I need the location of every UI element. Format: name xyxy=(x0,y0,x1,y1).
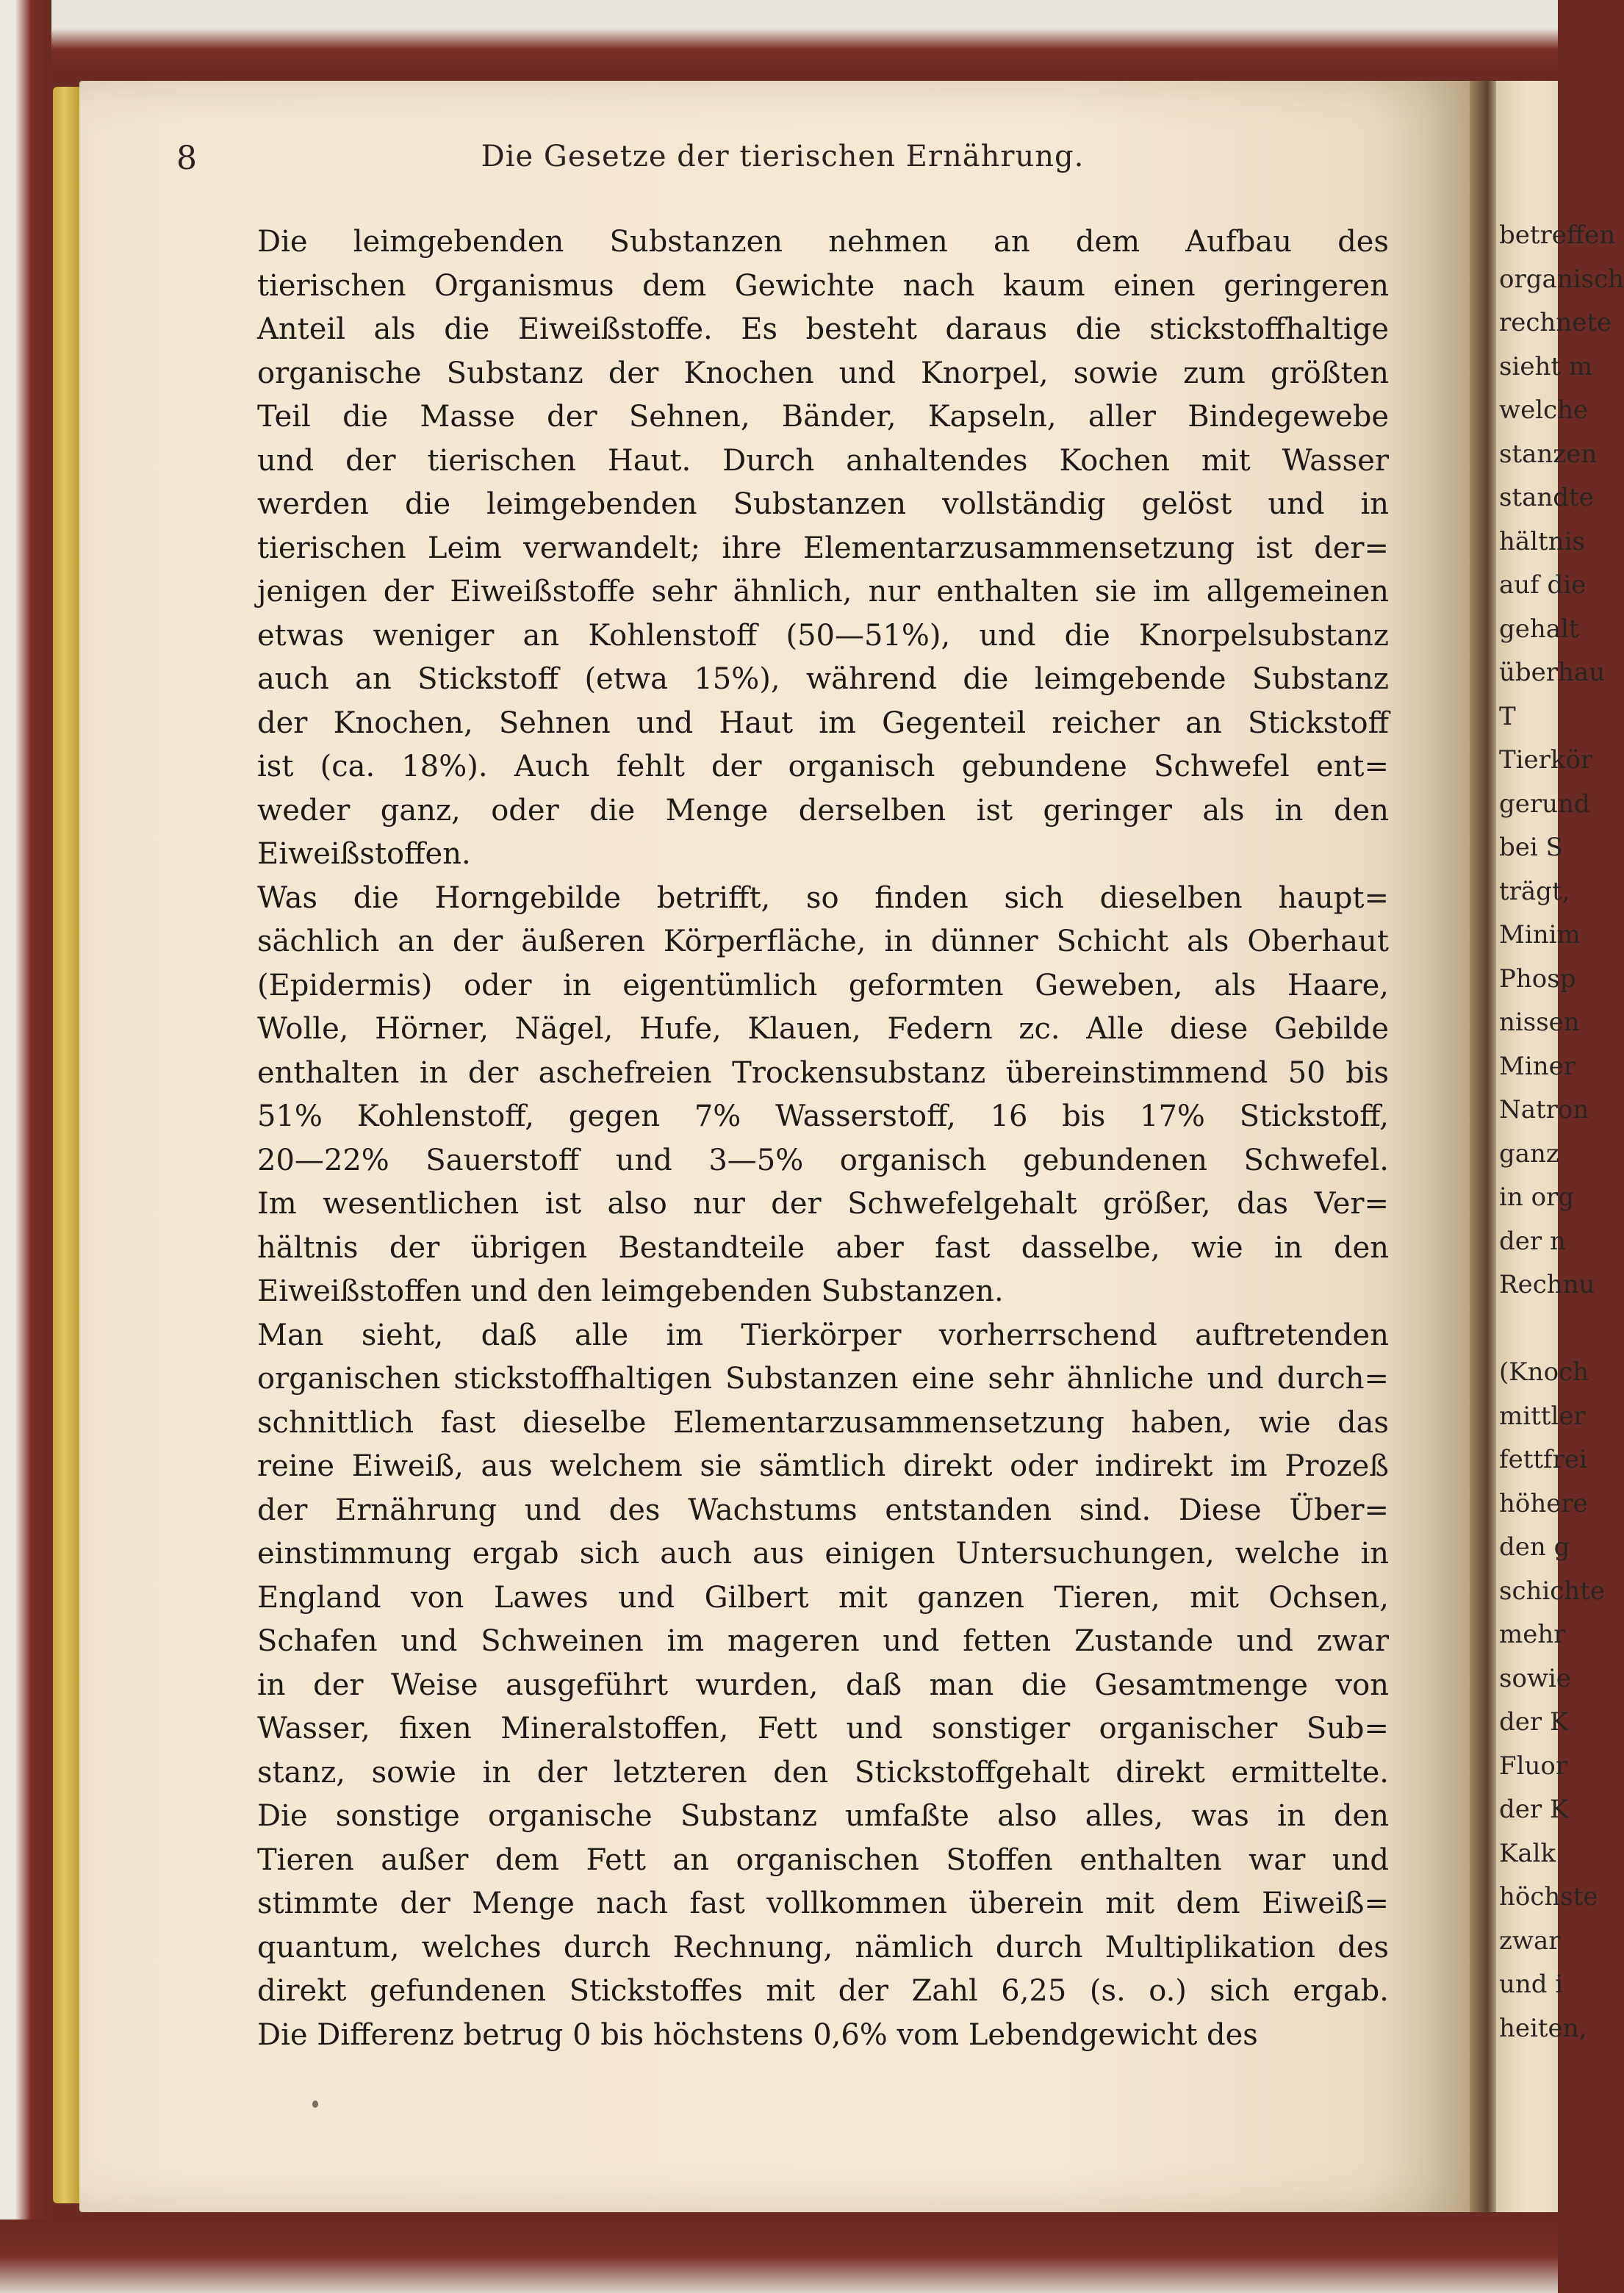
text-line: Die sonstige organische Substanz umfaßte also alles, was in den xyxy=(257,1799,1389,1833)
text-line: Man sieht, daß alle im Tierkörper vorherrschend auftretenden xyxy=(257,1318,1389,1352)
facing-page-fragment: mittler xyxy=(1499,1401,1586,1431)
text-line: organischen stickstoffhaltigen Substanzen eine sehr ähnliche und durch= xyxy=(257,1362,1389,1396)
facing-page-fragment: überhau xyxy=(1499,658,1606,687)
facing-page-fragment: der n xyxy=(1499,1226,1566,1256)
text-line: Anteil als die Eiweißstoffe. Es besteht daraus die stickstoffhaltige xyxy=(257,312,1389,346)
facing-page-fragment: organisch xyxy=(1499,264,1624,294)
text-line: hältnis der übrigen Bestandteile aber fast dasselbe, wie in den xyxy=(257,1230,1389,1265)
text-line: etwas weniger an Kohlenstoff (50—51%), und die Knorpelsubstanz xyxy=(257,618,1389,653)
text-line: enthalten in der aschefreien Trockensubstanz übereinstimmend 50 bis xyxy=(257,1055,1389,1090)
facing-page-fragment: sieht m xyxy=(1499,351,1593,381)
text-line: weder ganz, oder die Menge derselben ist geringer als in den xyxy=(257,793,1389,828)
text-line: England von Lawes und Gilbert mit ganzen Tieren, mit Ochsen, xyxy=(257,1580,1389,1615)
text-line: direkt gefundenen Stickstoffes mit der Zahl 6,25 (s. o.) sich ergab. xyxy=(257,1974,1389,2008)
book-cover-bottom xyxy=(0,2220,1558,2293)
facing-page-fragment: höhere xyxy=(1499,1488,1588,1518)
facing-page-fragment: heiten, xyxy=(1499,2013,1587,2043)
facing-page-fragment: gerund xyxy=(1499,789,1590,819)
text-line: Im wesentlichen ist also nur der Schwefelgehalt größer, das Ver= xyxy=(257,1187,1389,1221)
facing-page-fragment: höchste xyxy=(1499,1882,1598,1912)
text-line: tierischen Organismus dem Gewichte nach kaum einen geringeren xyxy=(257,268,1389,303)
facing-page-fragment: (Knoch xyxy=(1499,1357,1589,1387)
text-line: Die leimgebenden Substanzen nehmen an dem Aufbau des xyxy=(257,225,1389,259)
text-line: der Knochen, Sehnen und Haut im Gegenteil reicher an Stickstoff xyxy=(257,706,1389,740)
text-line: reine Eiweiß, aus welchem sie sämtlich direkt oder indirekt im Prozeß xyxy=(257,1449,1389,1483)
text-line: stanz, sowie in der letzteren den Stickstoffgehalt direkt ermittelte. xyxy=(257,1755,1389,1790)
facing-page-fragment: Natron xyxy=(1499,1095,1589,1124)
facing-page-fragment: den g xyxy=(1499,1532,1570,1562)
text-line: auch an Stickstoff (etwa 15%), während die leimgebende Substanz xyxy=(257,662,1389,696)
facing-page-fragment: mehr xyxy=(1499,1620,1566,1649)
text-line: quantum, welches durch Rechnung, nämlich durch Multiplikation des xyxy=(257,1930,1389,1964)
text-line: der Ernährung und des Wachstums entstanden sind. Diese Über= xyxy=(257,1493,1389,1527)
facing-page-fragment: schichte xyxy=(1499,1576,1605,1606)
facing-page-fragment: bei S xyxy=(1499,833,1563,862)
running-title: Die Gesetze der tierischen Ernährung. xyxy=(481,140,1085,173)
facing-page-fragment: Miner xyxy=(1499,1051,1576,1081)
text-line: Schafen und Schweinen im mageren und fetten Zustande und zwar xyxy=(257,1624,1389,1658)
book-cover-top xyxy=(0,0,1558,71)
facing-page-fragment: der K xyxy=(1499,1795,1569,1824)
text-line: ist (ca. 18%). Auch fehlt der organisch gebundene Schwefel ent= xyxy=(257,750,1389,783)
facing-page-fragment: Kalk xyxy=(1499,1838,1556,1868)
gilt-page-edge xyxy=(53,87,82,2203)
text-line: 51% Kohlenstoff, gegen 7% Wasserstoff, 16 bis 17% Stickstoff, xyxy=(257,1099,1389,1133)
text-line: Die Differenz betrug 0 bis höchstens 0,6% vom Lebendgewicht des xyxy=(257,2017,1258,2052)
facing-page-fragment: Minim xyxy=(1499,920,1581,950)
facing-page-fragment: stanzen xyxy=(1499,439,1598,469)
text-line: und der tierischen Haut. Durch anhaltendes Kochen mit Wasser xyxy=(257,443,1389,478)
text-line: Teil die Masse der Sehnen, Bänder, Kapseln, aller Bindegewebe xyxy=(257,400,1389,434)
facing-page-fragment: fettfrei xyxy=(1499,1445,1587,1474)
facing-page-fragment: in org xyxy=(1499,1183,1575,1212)
book-gutter xyxy=(1470,81,1499,2212)
text-line: Wolle, Hörner, Nägel, Hufe, Klauen, Federn zc. Alle diese Gebilde xyxy=(257,1012,1389,1046)
facing-page-fragment: gehalt xyxy=(1499,614,1579,644)
facing-page-fragment: T xyxy=(1499,701,1516,731)
page-header xyxy=(176,140,1389,184)
text-line: Tieren außer dem Fett an organischen Stoffen enthalten war und xyxy=(257,1842,1389,1877)
text-line: Eiweißstoffen. xyxy=(257,837,471,871)
text-line: 20—22% Sauerstoff und 3—5% organisch gebundenen Schwefel. xyxy=(257,1143,1389,1177)
text-line: Wasser, fixen Mineralstoffen, Fett und sonstiger organischer Sub= xyxy=(257,1712,1389,1745)
text-line: sächlich an der äußeren Körperfläche, in dünner Schicht als Oberhaut xyxy=(257,925,1389,958)
text-line: einstimmung ergab sich auch aus einigen Untersuchungen, welche in xyxy=(257,1537,1389,1571)
facing-page-fragment: hältnis xyxy=(1499,526,1585,556)
facing-page-fragment: standte xyxy=(1499,483,1594,512)
facing-page-fragment: trägt, xyxy=(1499,876,1570,906)
text-line: organische Substanz der Knochen und Knorpel, sowie zum größten xyxy=(257,356,1389,390)
facing-page-fragment: und i xyxy=(1499,1970,1564,1999)
text-line: werden die leimgebenden Substanzen vollständig gelöst und in xyxy=(257,487,1389,521)
facing-page-fragment: nissen xyxy=(1499,1008,1580,1037)
facing-page-fragment: auf die xyxy=(1499,570,1587,600)
facing-page-fragment: Rechnu xyxy=(1499,1270,1595,1299)
text-line: Eiweißstoffen und den leimgebenden Substanzen. xyxy=(257,1274,1004,1308)
facing-page-fragment: welche xyxy=(1499,395,1589,425)
text-line: jenigen der Eiweißstoffe sehr ähnlich, nur enthalten sie im allgemeinen xyxy=(257,575,1389,609)
text-line: (Epidermis) oder in eigentümlich geformten Geweben, als Haare, xyxy=(257,968,1389,1002)
body-text xyxy=(257,220,1389,2057)
book-cover-left xyxy=(0,0,51,2293)
text-line: tierischen Leim verwandelt; ihre Elementarzusammensetzung ist der= xyxy=(257,531,1389,565)
text-line: in der Weise ausgeführt wurden, daß man die Gesamtmenge von xyxy=(257,1668,1389,1702)
facing-page-fragment: ganz xyxy=(1499,1138,1559,1169)
text-line: stimmte der Menge nach fast vollkommen überein mit dem Eiweiß= xyxy=(257,1887,1389,1920)
facing-page-fragment: zwar xyxy=(1499,1926,1561,1956)
facing-page-edge xyxy=(1496,81,1624,2212)
facing-page-fragment: sowie xyxy=(1499,1663,1572,1693)
facing-page-fragment: Phosp xyxy=(1499,964,1576,994)
facing-page-fragment: der K xyxy=(1499,1707,1569,1737)
facing-page-fragment: Tierkör xyxy=(1499,745,1593,775)
paper-speck xyxy=(312,2100,318,2108)
text-line: schnittlich fast dieselbe Elementarzusammensetzung haben, wie das xyxy=(257,1405,1389,1440)
page-number: 8 xyxy=(176,140,197,177)
facing-page-fragment: rechnete xyxy=(1499,308,1612,337)
text-line: Was die Horngebilde betrifft, so finden sich dieselben haupt= xyxy=(257,880,1389,915)
facing-page-fragment: Fluor xyxy=(1499,1751,1568,1781)
facing-page-fragment: betreffen xyxy=(1499,220,1616,250)
